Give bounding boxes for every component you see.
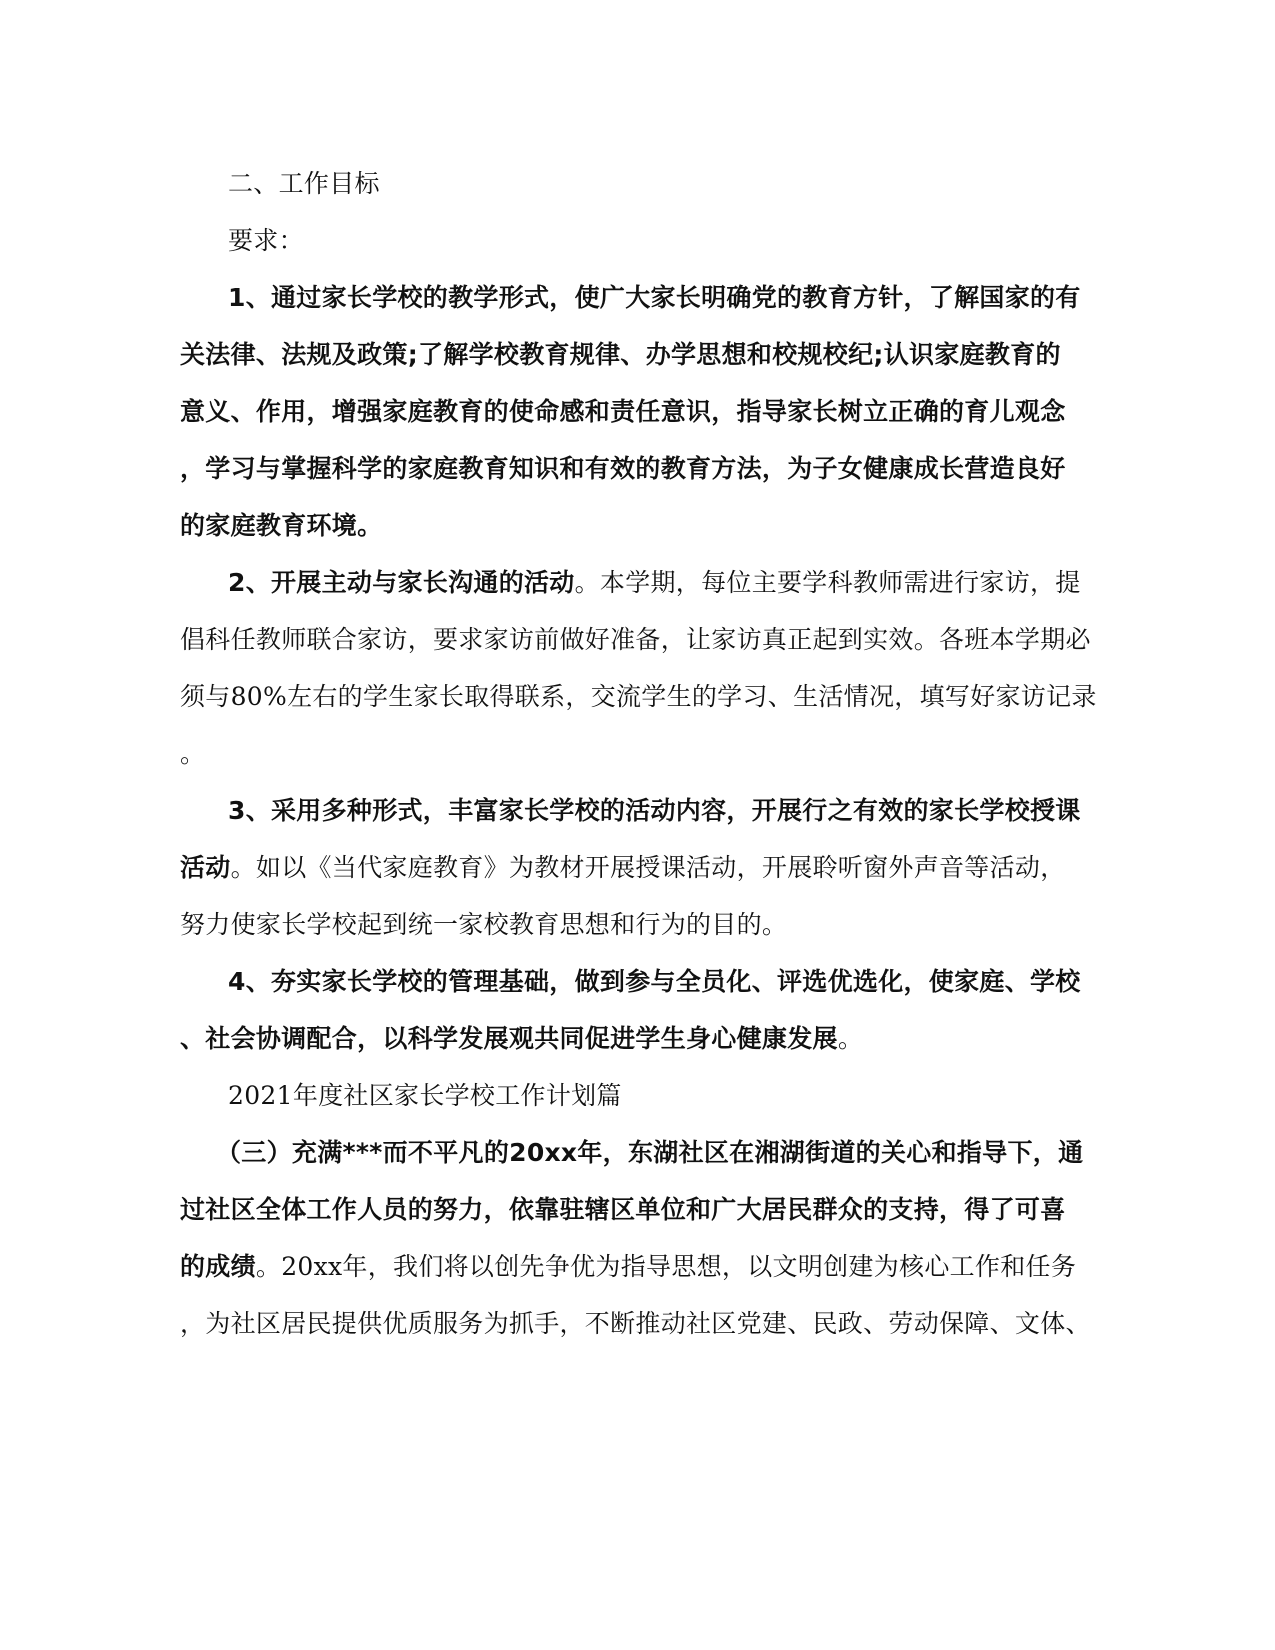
text-run: （三）充满***而不平凡的20xx年，东湖社区在湘湖街道的关心和指导下，通 <box>216 1138 1084 1167</box>
text-run: 的家庭教育环境。 <box>180 511 383 540</box>
text-run: 。 <box>180 739 206 768</box>
text-run: 1、通过家长学校的教学形式，使广大家长明确党的教育方针，了解国家的有 <box>228 283 1081 312</box>
section-heading <box>228 164 1128 204</box>
paragraph-line <box>228 791 1128 831</box>
text-run: 二、工作目标 <box>228 169 380 198</box>
paragraph-line <box>180 1304 1091 1344</box>
paragraph-line <box>180 1247 1080 1287</box>
text-run: 的成绩 <box>180 1252 256 1281</box>
paragraph-line <box>180 848 1080 888</box>
text-run: 努力使家长学校起到统一家校教育思想和行为的目的。 <box>180 910 788 939</box>
text-run: ，为社区居民提供优质服务为抓手，不断推动社区党建、民政、劳动保障、文体、 <box>180 1309 1091 1338</box>
text-run: 2、开展主动与家长沟通的活动 <box>228 568 575 597</box>
text-run: 。如以《当代家庭教育》为教材开展授课活动，开展聆听窗外声音等活动， <box>230 853 1066 882</box>
paragraph-line <box>180 506 1080 546</box>
paragraph-line <box>180 1190 1080 1230</box>
text-run: 2021年度社区家长学校工作计划篇 <box>228 1081 622 1110</box>
text-run: 要求： <box>228 226 304 255</box>
text-run: 倡科任教师联合家访，要求家访前做好准备，让家访真正起到实效。各班本学期必 <box>180 625 1091 654</box>
paragraph-line <box>180 335 1080 375</box>
paragraph-line <box>180 620 1091 660</box>
paragraph-line <box>228 563 1128 603</box>
paragraph-line <box>180 449 1080 489</box>
text-run: 意义、作用，增强家庭教育的使命感和责任意识，指导家长树立正确的育儿观念 <box>180 397 1066 426</box>
requirements-label <box>228 221 1128 261</box>
paragraph-line <box>228 278 1128 318</box>
text-run: 过社区全体工作人员的努力，依靠驻辖区单位和广大居民群众的支持，得了可喜 <box>180 1195 1066 1224</box>
text-run: 关法律、法规及政策;了解学校教育规律、办学思想和校规校纪;认识家庭教育的 <box>180 340 1061 369</box>
text-run: 。 <box>837 1024 864 1053</box>
paragraph-line <box>180 677 1097 717</box>
text-run: 4、夯实家长学校的管理基础，做到参与全员化、评选优选化，使家庭、学校 <box>228 967 1081 996</box>
paragraph-line <box>216 1133 1116 1173</box>
text-run: 。本学期，每位主要学科教师需进行家访，提 <box>574 568 1081 597</box>
paragraph-line <box>180 905 1080 945</box>
text-run: 3、采用多种形式，丰富家长学校的活动内容，开展行之有效的家长学校授课 <box>228 796 1081 825</box>
paragraph-line <box>228 962 1128 1002</box>
text-run: 。20xx年，我们将以创先争优为指导思想，以文明创建为核心工作和任务 <box>255 1252 1077 1281</box>
paragraph-line <box>180 392 1080 432</box>
paragraph-line <box>180 1019 1080 1059</box>
article-title <box>228 1076 1128 1116</box>
text-run: 、社会协调配合，以科学发展观共同促进学生身心健康发展 <box>180 1024 838 1053</box>
text-run: 须与80%左右的学生家长取得联系，交流学生的学习、生活情况，填写好家访记录 <box>180 682 1097 711</box>
text-run: ，学习与掌握科学的家庭教育知识和有效的教育方法，为子女健康成长营造良好 <box>180 454 1066 483</box>
paragraph-line <box>180 734 1080 774</box>
text-run: 活动 <box>180 853 231 882</box>
